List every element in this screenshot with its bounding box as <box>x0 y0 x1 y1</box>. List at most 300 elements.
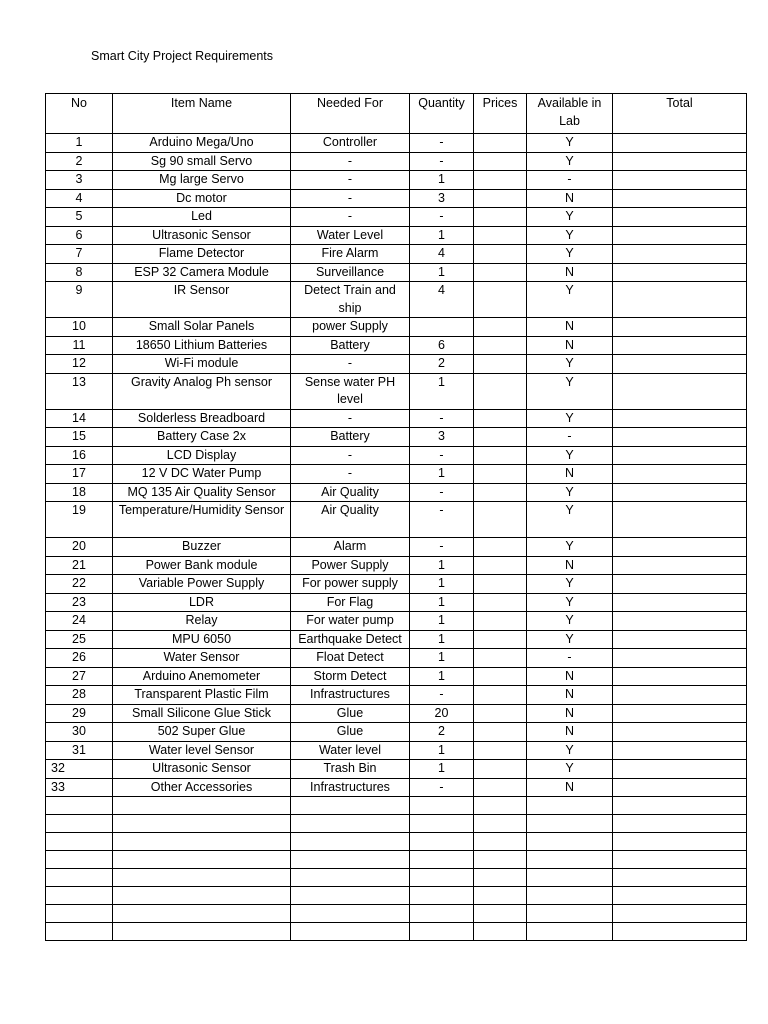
table-row <box>46 778 747 797</box>
cell-total <box>613 134 747 153</box>
cell-total <box>613 189 747 208</box>
cell-no: 15 <box>46 428 113 447</box>
empty-cell <box>46 887 113 905</box>
cell-item-name: Gravity Analog Ph sensor <box>113 373 291 409</box>
cell-available-in-lab: - <box>527 428 613 447</box>
cell-available-in-lab: Y <box>527 373 613 409</box>
table-row <box>46 556 747 575</box>
cell-no: 23 <box>46 593 113 612</box>
cell-quantity: - <box>410 409 474 428</box>
cell-available-in-lab: Y <box>527 152 613 171</box>
cell-item-name: Battery Case 2x <box>113 428 291 447</box>
cell-item-name: Water level Sensor <box>113 741 291 760</box>
table-row <box>46 593 747 612</box>
cell-quantity: 1 <box>410 612 474 631</box>
cell-prices <box>474 760 527 779</box>
cell-total <box>613 502 747 538</box>
cell-total <box>613 556 747 575</box>
table-row <box>46 502 747 538</box>
cell-prices <box>474 189 527 208</box>
cell-needed-for: - <box>291 446 410 465</box>
cell-quantity: - <box>410 208 474 227</box>
cell-no: 31 <box>46 741 113 760</box>
cell-item-name: 502 Super Glue <box>113 723 291 742</box>
cell-prices <box>474 741 527 760</box>
empty-cell <box>527 923 613 941</box>
cell-available-in-lab: N <box>527 465 613 484</box>
cell-total <box>613 226 747 245</box>
cell-needed-for: Battery <box>291 336 410 355</box>
cell-quantity: 1 <box>410 171 474 190</box>
cell-item-name: IR Sensor <box>113 282 291 318</box>
empty-cell <box>410 923 474 941</box>
cell-item-name: Sg 90 small Servo <box>113 152 291 171</box>
empty-cell <box>527 887 613 905</box>
cell-available-in-lab: N <box>527 686 613 705</box>
cell-total <box>613 630 747 649</box>
empty-cell <box>613 869 747 887</box>
cell-prices <box>474 667 527 686</box>
cell-quantity: 20 <box>410 704 474 723</box>
cell-prices <box>474 465 527 484</box>
cell-item-name: LDR <box>113 593 291 612</box>
cell-item-name: Arduino Mega/Uno <box>113 134 291 153</box>
cell-total <box>613 723 747 742</box>
cell-prices <box>474 612 527 631</box>
table-row <box>46 612 747 631</box>
cell-quantity: 1 <box>410 556 474 575</box>
cell-available-in-lab: N <box>527 336 613 355</box>
cell-quantity: - <box>410 152 474 171</box>
cell-item-name: Buzzer <box>113 538 291 557</box>
cell-item-name: Temperature/Humidity Sensor <box>113 502 291 538</box>
table-row <box>46 428 747 447</box>
cell-prices <box>474 704 527 723</box>
empty-cell <box>113 833 291 851</box>
cell-needed-for: power Supply <box>291 318 410 337</box>
cell-prices <box>474 593 527 612</box>
cell-available-in-lab: Y <box>527 630 613 649</box>
cell-no: 8 <box>46 263 113 282</box>
empty-cell <box>291 887 410 905</box>
cell-quantity: 2 <box>410 723 474 742</box>
cell-prices <box>474 556 527 575</box>
cell-no: 1 <box>46 134 113 153</box>
cell-item-name: Variable Power Supply <box>113 575 291 594</box>
cell-no: 6 <box>46 226 113 245</box>
cell-quantity: 1 <box>410 741 474 760</box>
table-row <box>46 649 747 668</box>
cell-quantity: 6 <box>410 336 474 355</box>
empty-cell <box>613 851 747 869</box>
cell-total <box>613 152 747 171</box>
header-no: No <box>46 94 113 134</box>
cell-item-name: Wi-Fi module <box>113 355 291 374</box>
empty-cell <box>527 869 613 887</box>
cell-needed-for: For water pump <box>291 612 410 631</box>
empty-table-row <box>46 833 747 851</box>
cell-needed-for: Infrastructures <box>291 778 410 797</box>
header-quantity: Quantity <box>410 94 474 134</box>
cell-no: 13 <box>46 373 113 409</box>
empty-cell <box>474 851 527 869</box>
empty-table-row <box>46 851 747 869</box>
cell-available-in-lab: Y <box>527 226 613 245</box>
empty-cell <box>113 905 291 923</box>
cell-needed-for: Glue <box>291 704 410 723</box>
cell-total <box>613 760 747 779</box>
cell-quantity: - <box>410 483 474 502</box>
cell-needed-for: Detect Train and ship <box>291 282 410 318</box>
header-total: Total <box>613 94 747 134</box>
cell-item-name: Water Sensor <box>113 649 291 668</box>
cell-available-in-lab: Y <box>527 245 613 264</box>
empty-cell <box>113 923 291 941</box>
header-available-in-lab: Available in Lab <box>527 94 613 134</box>
table-row <box>46 686 747 705</box>
cell-available-in-lab: Y <box>527 760 613 779</box>
empty-cell <box>527 905 613 923</box>
cell-no: 11 <box>46 336 113 355</box>
cell-prices <box>474 152 527 171</box>
empty-cell <box>291 797 410 815</box>
empty-table-row <box>46 797 747 815</box>
empty-cell <box>291 905 410 923</box>
cell-no: 21 <box>46 556 113 575</box>
empty-cell <box>46 797 113 815</box>
empty-cell <box>474 797 527 815</box>
cell-quantity <box>410 318 474 337</box>
cell-no: 26 <box>46 649 113 668</box>
cell-no: 17 <box>46 465 113 484</box>
cell-total <box>613 465 747 484</box>
cell-needed-for: Float Detect <box>291 649 410 668</box>
cell-needed-for: Battery <box>291 428 410 447</box>
cell-needed-for: Infrastructures <box>291 686 410 705</box>
cell-item-name: Small Solar Panels <box>113 318 291 337</box>
cell-no: 32 <box>46 760 113 779</box>
cell-available-in-lab: Y <box>527 134 613 153</box>
cell-needed-for: Surveillance <box>291 263 410 282</box>
cell-item-name: LCD Display <box>113 446 291 465</box>
cell-item-name: Mg large Servo <box>113 171 291 190</box>
cell-available-in-lab: N <box>527 723 613 742</box>
cell-prices <box>474 409 527 428</box>
table-row <box>46 208 747 227</box>
cell-total <box>613 667 747 686</box>
cell-quantity: 1 <box>410 465 474 484</box>
cell-no: 3 <box>46 171 113 190</box>
cell-no: 29 <box>46 704 113 723</box>
cell-no: 22 <box>46 575 113 594</box>
cell-prices <box>474 428 527 447</box>
cell-item-name: Other Accessories <box>113 778 291 797</box>
cell-quantity: - <box>410 686 474 705</box>
cell-available-in-lab: Y <box>527 538 613 557</box>
cell-needed-for: For power supply <box>291 575 410 594</box>
cell-needed-for: Air Quality <box>291 502 410 538</box>
cell-quantity: 1 <box>410 667 474 686</box>
cell-needed-for: Fire Alarm <box>291 245 410 264</box>
cell-needed-for: - <box>291 171 410 190</box>
cell-prices <box>474 355 527 374</box>
cell-total <box>613 171 747 190</box>
empty-cell <box>527 851 613 869</box>
cell-prices <box>474 538 527 557</box>
empty-cell <box>527 815 613 833</box>
cell-total <box>613 741 747 760</box>
empty-cell <box>474 887 527 905</box>
table-row <box>46 723 747 742</box>
cell-no: 7 <box>46 245 113 264</box>
cell-quantity: 1 <box>410 575 474 594</box>
cell-prices <box>474 208 527 227</box>
cell-prices <box>474 336 527 355</box>
cell-available-in-lab: Y <box>527 355 613 374</box>
cell-needed-for: - <box>291 189 410 208</box>
cell-total <box>613 686 747 705</box>
cell-quantity: 3 <box>410 428 474 447</box>
cell-available-in-lab: N <box>527 263 613 282</box>
cell-item-name: MPU 6050 <box>113 630 291 649</box>
table-row <box>46 355 747 374</box>
cell-prices <box>474 263 527 282</box>
cell-prices <box>474 446 527 465</box>
empty-cell <box>474 869 527 887</box>
cell-quantity: 2 <box>410 355 474 374</box>
cell-available-in-lab: Y <box>527 612 613 631</box>
cell-needed-for: - <box>291 465 410 484</box>
table-row <box>46 760 747 779</box>
cell-prices <box>474 318 527 337</box>
empty-cell <box>613 833 747 851</box>
cell-no: 27 <box>46 667 113 686</box>
cell-prices <box>474 373 527 409</box>
table-row <box>46 630 747 649</box>
cell-available-in-lab: Y <box>527 502 613 538</box>
empty-cell <box>46 833 113 851</box>
cell-quantity: - <box>410 134 474 153</box>
empty-cell <box>410 869 474 887</box>
empty-cell <box>46 923 113 941</box>
cell-needed-for: Storm Detect <box>291 667 410 686</box>
cell-no: 30 <box>46 723 113 742</box>
empty-table-row <box>46 869 747 887</box>
empty-cell <box>474 905 527 923</box>
empty-cell <box>527 797 613 815</box>
empty-cell <box>46 815 113 833</box>
table-row <box>46 282 747 318</box>
empty-table-row <box>46 887 747 905</box>
cell-prices <box>474 575 527 594</box>
cell-prices <box>474 134 527 153</box>
empty-cell <box>410 815 474 833</box>
cell-no: 5 <box>46 208 113 227</box>
cell-available-in-lab: Y <box>527 741 613 760</box>
cell-no: 19 <box>46 502 113 538</box>
cell-no: 18 <box>46 483 113 502</box>
empty-cell <box>410 887 474 905</box>
cell-needed-for: Air Quality <box>291 483 410 502</box>
cell-total <box>613 409 747 428</box>
cell-total <box>613 263 747 282</box>
table-row <box>46 465 747 484</box>
cell-item-name: Arduino Anemometer <box>113 667 291 686</box>
table-header-row <box>46 94 747 134</box>
cell-available-in-lab: Y <box>527 593 613 612</box>
table-row <box>46 667 747 686</box>
table-row <box>46 245 747 264</box>
empty-cell <box>291 815 410 833</box>
empty-cell <box>291 869 410 887</box>
cell-total <box>613 538 747 557</box>
cell-no: 9 <box>46 282 113 318</box>
cell-available-in-lab: N <box>527 704 613 723</box>
empty-cell <box>410 851 474 869</box>
empty-table-row <box>46 923 747 941</box>
table-row <box>46 373 747 409</box>
cell-item-name: 12 V DC Water Pump <box>113 465 291 484</box>
cell-available-in-lab: N <box>527 556 613 575</box>
empty-cell <box>474 833 527 851</box>
table-row <box>46 538 747 557</box>
table-row <box>46 226 747 245</box>
cell-no: 4 <box>46 189 113 208</box>
table-row <box>46 704 747 723</box>
empty-table-row <box>46 815 747 833</box>
cell-item-name: Transparent Plastic Film <box>113 686 291 705</box>
table-row <box>46 483 747 502</box>
cell-quantity: 1 <box>410 373 474 409</box>
cell-quantity: - <box>410 502 474 538</box>
cell-prices <box>474 630 527 649</box>
cell-total <box>613 373 747 409</box>
empty-cell <box>410 905 474 923</box>
table-row <box>46 134 747 153</box>
cell-needed-for: For Flag <box>291 593 410 612</box>
cell-item-name: Solderless Breadboard <box>113 409 291 428</box>
empty-cell <box>113 851 291 869</box>
cell-needed-for: Glue <box>291 723 410 742</box>
cell-needed-for: - <box>291 152 410 171</box>
cell-available-in-lab: - <box>527 171 613 190</box>
cell-available-in-lab: Y <box>527 409 613 428</box>
cell-total <box>613 704 747 723</box>
cell-prices <box>474 649 527 668</box>
cell-available-in-lab: N <box>527 667 613 686</box>
empty-cell <box>613 887 747 905</box>
cell-quantity: 1 <box>410 263 474 282</box>
cell-available-in-lab: Y <box>527 282 613 318</box>
cell-item-name: Flame Detector <box>113 245 291 264</box>
cell-total <box>613 649 747 668</box>
cell-item-name: Ultrasonic Sensor <box>113 760 291 779</box>
cell-no: 20 <box>46 538 113 557</box>
cell-total <box>613 245 747 264</box>
cell-prices <box>474 686 527 705</box>
cell-no: 16 <box>46 446 113 465</box>
empty-cell <box>613 815 747 833</box>
empty-cell <box>291 833 410 851</box>
document-title: Smart City Project Requirements <box>91 49 274 63</box>
cell-available-in-lab: N <box>527 778 613 797</box>
table-row <box>46 741 747 760</box>
cell-needed-for: Water level <box>291 741 410 760</box>
empty-cell <box>474 815 527 833</box>
cell-needed-for: Water Level <box>291 226 410 245</box>
cell-total <box>613 446 747 465</box>
empty-table-row <box>46 905 747 923</box>
empty-cell <box>291 851 410 869</box>
cell-item-name: Power Bank module <box>113 556 291 575</box>
cell-total <box>613 593 747 612</box>
cell-quantity: 3 <box>410 189 474 208</box>
cell-no: 33 <box>46 778 113 797</box>
empty-cell <box>410 797 474 815</box>
cell-quantity: 1 <box>410 226 474 245</box>
cell-no: 28 <box>46 686 113 705</box>
cell-needed-for: - <box>291 355 410 374</box>
cell-prices <box>474 245 527 264</box>
cell-no: 24 <box>46 612 113 631</box>
table-row <box>46 409 747 428</box>
table-row <box>46 318 747 337</box>
cell-total <box>613 318 747 337</box>
cell-quantity: 1 <box>410 593 474 612</box>
header-prices: Prices <box>474 94 527 134</box>
cell-quantity: 4 <box>410 245 474 264</box>
cell-total <box>613 575 747 594</box>
cell-quantity: - <box>410 446 474 465</box>
cell-needed-for: Controller <box>291 134 410 153</box>
cell-item-name: Dc motor <box>113 189 291 208</box>
cell-quantity: 1 <box>410 760 474 779</box>
cell-quantity: 4 <box>410 282 474 318</box>
cell-prices <box>474 723 527 742</box>
cell-available-in-lab: Y <box>527 483 613 502</box>
cell-total <box>613 336 747 355</box>
cell-needed-for: Power Supply <box>291 556 410 575</box>
cell-total <box>613 778 747 797</box>
cell-needed-for: Earthquake Detect <box>291 630 410 649</box>
cell-available-in-lab: N <box>527 189 613 208</box>
empty-cell <box>46 851 113 869</box>
empty-cell <box>113 869 291 887</box>
empty-cell <box>613 797 747 815</box>
table-body <box>46 134 747 941</box>
table-row <box>46 446 747 465</box>
cell-total <box>613 612 747 631</box>
cell-no: 2 <box>46 152 113 171</box>
cell-total <box>613 483 747 502</box>
cell-item-name: Led <box>113 208 291 227</box>
empty-cell <box>613 905 747 923</box>
cell-prices <box>474 226 527 245</box>
table-row <box>46 575 747 594</box>
header-item-name: Item Name <box>113 94 291 134</box>
cell-total <box>613 355 747 374</box>
cell-prices <box>474 502 527 538</box>
cell-item-name: Ultrasonic Sensor <box>113 226 291 245</box>
cell-item-name: MQ 135 Air Quality Sensor <box>113 483 291 502</box>
cell-prices <box>474 171 527 190</box>
cell-available-in-lab: Y <box>527 208 613 227</box>
cell-needed-for: Trash Bin <box>291 760 410 779</box>
cell-item-name: 18650 Lithium Batteries <box>113 336 291 355</box>
table-row <box>46 152 747 171</box>
cell-prices <box>474 778 527 797</box>
empty-cell <box>613 923 747 941</box>
